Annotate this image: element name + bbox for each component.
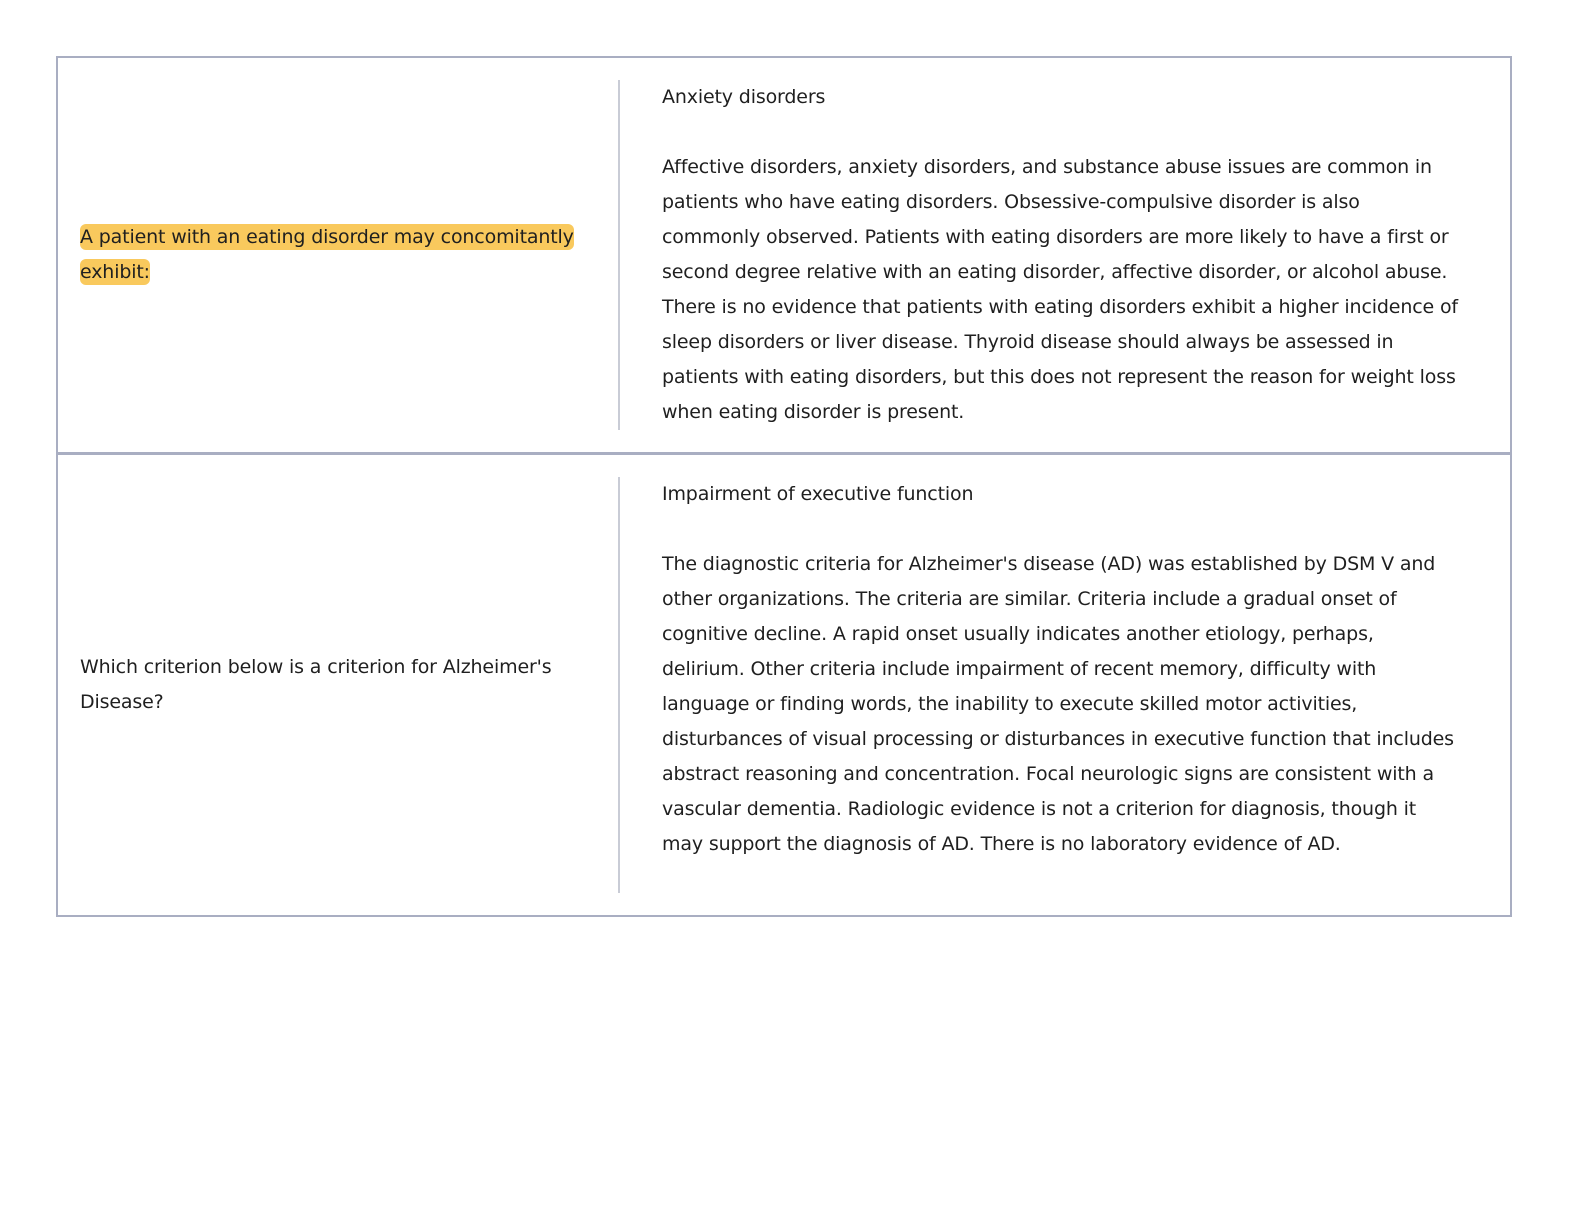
answer-cell xyxy=(662,80,1462,430)
question-cell xyxy=(58,455,618,915)
answer-explanation: The diagnostic criteria for Alzheimer's disease (AD) was established by DSM V and other organizations. The criteria are similar. Criteria include a gradual onset of cognitive decline. A rapid onset usually indicates another etiology, perhaps, delirium. Other criteria include impairment of recent memory, difficulty with language or finding words, the inability to execute skilled motor activities, disturbances of visual processing or disturbances in executive function that includes abstract reasoning and concentration. Focal neurologic signs are consistent with a vascular dementia. Radiologic evidence is not a criterion for diagnosis, though it may support the diagnosis of AD. There is no laboratory evidence of AD. xyxy=(662,553,1454,855)
column-divider xyxy=(618,80,620,430)
question-text[interactable]: Which criterion below is a criterion for Alzheimer's Disease? xyxy=(80,656,552,713)
flashcard-table xyxy=(56,56,1512,917)
answer-explanation: Affective disorders, anxiety disorders, and substance abuse issues are common in patients who have eating disorders. Obsessive-compulsive disorder is also commonly observed. Patients with eating disorders are more likely to have a first or second degree relative with an eating disorder, affective disorder, or alcohol abuse. There is no evidence that patients with eating disorders exhibit a higher incidence of sleep disorders or liver disease. Thyroid disease should always be assessed in patients with eating disorders, but this does not represent the reason for weight loss when eating disorder is present. xyxy=(662,156,1458,423)
question-cell xyxy=(58,58,618,452)
answer-cell xyxy=(662,477,1462,862)
answer-title: Impairment of executive function xyxy=(662,483,974,505)
column-divider xyxy=(618,477,620,893)
question-text[interactable] xyxy=(80,220,580,290)
answer-title: Anxiety disorders xyxy=(662,86,826,108)
flashcard-row xyxy=(58,452,1510,915)
flashcard-row xyxy=(58,58,1510,452)
highlighted-question: A patient with an eating disorder may concomitantly exhibit: xyxy=(80,226,574,283)
